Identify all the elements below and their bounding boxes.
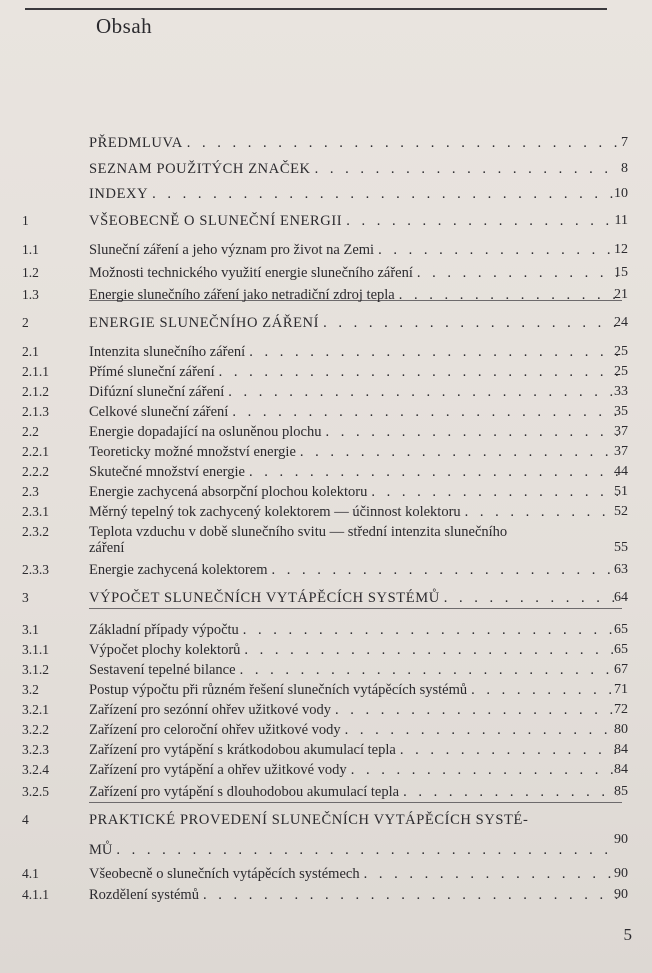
dot-leader	[471, 680, 618, 700]
entry-title: Rozdělení systémů	[89, 887, 199, 903]
section-number: 2.1.3	[22, 404, 49, 419]
toc-entry[interactable]	[0, 782, 652, 802]
dot-leader	[203, 885, 618, 905]
section-number: 4.1.1	[22, 887, 49, 902]
toc-entry-continuation	[0, 832, 652, 860]
toc-entry[interactable]	[0, 382, 652, 402]
toc-entry[interactable]	[0, 560, 652, 580]
entry-page: 84	[614, 742, 628, 757]
dot-leader	[465, 502, 618, 522]
dot-leader	[228, 382, 618, 402]
toc-entry[interactable]	[0, 462, 652, 482]
section-number: 3.1	[22, 622, 39, 637]
dot-leader	[243, 620, 618, 640]
entry-title: ENERGIE SLUNEČNÍHO ZÁŘENÍ	[89, 315, 320, 331]
entry-title: Postup výpočtu při různém řešení slunečních vytápěcích systémů	[89, 682, 468, 698]
entry-title: Teoreticky možné množství energie	[89, 444, 296, 460]
section-number: 1.2	[22, 265, 39, 280]
toc-entry[interactable]	[0, 700, 652, 720]
section-number: 2.1	[22, 344, 39, 359]
entry-title: Energie dopadající na osluněnou plochu	[89, 424, 322, 440]
toc-entry[interactable]	[0, 240, 652, 260]
dot-leader	[364, 864, 618, 884]
entry-page: 51	[614, 484, 628, 499]
entry-page: 35	[614, 404, 628, 419]
entry-title: VÝPOČET SLUNEČNÍCH VYTÁPĚCÍCH SYSTÉMŮ	[89, 590, 440, 606]
section-number: 3.2.3	[22, 742, 49, 757]
toc-entry[interactable]	[0, 482, 652, 502]
section-number: 2	[22, 315, 29, 330]
entry-title-continuation: záření	[89, 540, 125, 556]
dot-leader	[371, 482, 618, 502]
entry-title: Všeobecně o slunečních vytápěcích systémech	[89, 866, 360, 882]
section-number: 1.1	[22, 242, 39, 257]
dot-leader	[345, 720, 618, 740]
toc-entry[interactable]	[0, 133, 652, 153]
entry-title: SEZNAM POUŽITÝCH ZNAČEK	[89, 161, 311, 177]
section-number: 3	[22, 590, 29, 605]
section-number: 2.2.2	[22, 464, 49, 479]
toc-entry[interactable]	[0, 740, 652, 760]
toc-entry[interactable]	[0, 864, 652, 884]
entry-title: Intenzita slunečního záření	[89, 344, 246, 360]
dot-leader	[300, 442, 618, 462]
section-number: 2.1.2	[22, 384, 49, 399]
entry-title: Přímé sluneční záření	[89, 364, 215, 380]
dot-leader	[271, 560, 618, 580]
entry-page: 15	[614, 265, 628, 280]
entry-title: Zařízení pro sezónní ohřev užitkové vody	[89, 702, 331, 718]
entry-title: INDEXY	[89, 186, 149, 202]
entry-title: Sluneční záření a jeho význam pro život na Zemi	[89, 242, 375, 258]
entry-title: Difúzní sluneční záření	[89, 384, 225, 400]
entry-page: 90	[614, 887, 628, 902]
section-number: 3.2.1	[22, 702, 49, 717]
entry-page: 24	[614, 315, 628, 330]
entry-page: 11	[614, 213, 628, 228]
toc-entry[interactable]	[0, 810, 652, 830]
toc-entry[interactable]	[0, 362, 652, 382]
dot-leader	[417, 263, 618, 283]
entry-page: 25	[614, 344, 628, 359]
entry-page: 55	[614, 540, 628, 555]
entry-page: 85	[614, 784, 628, 799]
dot-leader	[444, 588, 618, 608]
dot-leader	[323, 313, 618, 333]
entry-title: Výpočet plochy kolektorů	[89, 642, 241, 658]
dot-leader	[351, 760, 618, 780]
section-number: 3.2.5	[22, 784, 49, 799]
entry-title: Základní případy výpočtu	[89, 622, 239, 638]
top-rule	[25, 8, 607, 10]
entry-page: 90	[614, 866, 628, 881]
entry-page: 33	[614, 384, 628, 399]
dot-leader	[232, 402, 618, 422]
entry-title: PŘEDMLUVA	[89, 135, 183, 151]
section-number: 2.1.1	[22, 364, 49, 379]
section-number: 1.3	[22, 287, 39, 302]
entry-page: 84	[614, 762, 628, 777]
dot-leader	[400, 740, 618, 760]
toc-entry[interactable]	[0, 159, 652, 179]
entry-title: Celkové sluneční záření	[89, 404, 229, 420]
entry-page: 67	[614, 662, 628, 677]
entry-page: 21	[614, 287, 628, 302]
entry-title: Zařízení pro vytápění s krátkodobou akumulací tepla	[89, 742, 396, 758]
toc-entry[interactable]	[0, 720, 652, 740]
section-number: 2.3.2	[22, 524, 49, 539]
section-rule	[89, 802, 622, 803]
section-number: 3.1.1	[22, 642, 49, 657]
toc-entry[interactable]	[0, 422, 652, 442]
dot-leader	[249, 342, 618, 362]
toc-entry[interactable]	[0, 502, 652, 522]
toc-entry[interactable]	[0, 680, 652, 700]
entry-page: 37	[614, 444, 628, 459]
page-number: 5	[623, 925, 632, 944]
dot-leader	[325, 422, 618, 442]
entry-page: 90	[614, 832, 628, 847]
dot-leader	[346, 211, 618, 231]
page-title: Obsah	[96, 14, 153, 38]
section-number: 3.2.4	[22, 762, 49, 777]
dot-leader	[116, 840, 618, 860]
toc-entry[interactable]	[0, 620, 652, 640]
dot-leader	[403, 782, 618, 802]
toc-entry[interactable]	[0, 263, 652, 283]
entry-title: Možnosti technického využití energie slunečního záření	[89, 265, 413, 281]
dot-leader	[219, 362, 618, 382]
entry-page: 71	[614, 682, 628, 697]
toc-entry[interactable]	[0, 285, 652, 305]
entry-page: 72	[614, 702, 628, 717]
toc-entry[interactable]	[0, 342, 652, 362]
toc-entry[interactable]	[0, 184, 652, 204]
dot-leader	[249, 462, 618, 482]
dot-leader	[244, 640, 618, 660]
entry-page: 65	[614, 642, 628, 657]
entry-page: 8	[621, 161, 628, 176]
entry-page: 64	[614, 590, 628, 605]
entry-title: Energie zachycená kolektorem	[89, 562, 268, 578]
section-number: 4.1	[22, 866, 39, 881]
entry-title: Zařízení pro vytápění s dlouhodobou akumulací tepla	[89, 784, 400, 800]
entry-page: 63	[614, 562, 628, 577]
entry-page: 25	[614, 364, 628, 379]
entry-title: VŠEOBECNĚ O SLUNEČNÍ ENERGII	[89, 213, 343, 229]
dot-leader	[399, 285, 618, 305]
entry-page: 10	[614, 186, 628, 201]
section-number: 1	[22, 213, 29, 228]
dot-leader	[152, 184, 618, 204]
section-number: 3.1.2	[22, 662, 49, 677]
section-number: 2.3	[22, 484, 39, 499]
section-number: 3.2.2	[22, 722, 49, 737]
entry-page: 7	[621, 135, 628, 150]
dot-leader	[335, 700, 618, 720]
toc-entry[interactable]	[0, 313, 652, 333]
entry-title: Zařízení pro celoroční ohřev užitkové vody	[89, 722, 341, 738]
toc-entry[interactable]	[0, 760, 652, 780]
entry-title-continuation: MŮ	[89, 842, 113, 858]
dot-leader	[315, 159, 618, 179]
entry-title: Energie slunečního záření jako netradiční zdroj tepla	[89, 287, 395, 303]
toc-entry[interactable]	[0, 640, 652, 660]
entry-page: 80	[614, 722, 628, 737]
entry-page: 52	[614, 504, 628, 519]
section-number: 2.2	[22, 424, 39, 439]
entry-page: 37	[614, 424, 628, 439]
entry-title: Skutečné množství energie	[89, 464, 245, 480]
entry-title: Měrný tepelný tok zachycený kolektorem — účinnost kolektoru	[89, 504, 461, 520]
entry-title: PRAKTICKÉ PROVEDENÍ SLUNEČNÍCH VYTÁPĚCÍCH SYSTÉ-	[89, 812, 529, 828]
section-number: 2.2.1	[22, 444, 49, 459]
entry-title: Teplota vzduchu v době slunečního svitu — střední intenzita slunečního	[89, 524, 508, 540]
toc-entry[interactable]	[0, 211, 652, 231]
toc-entry[interactable]	[0, 885, 652, 905]
section-number: 2.3.3	[22, 562, 49, 577]
dot-leader	[187, 133, 618, 153]
toc-entry[interactable]	[0, 660, 652, 680]
section-number: 3.2	[22, 682, 39, 697]
entry-title: Sestavení tepelné bilance	[89, 662, 236, 678]
section-number: 4	[22, 812, 29, 827]
toc-entry-continuation	[0, 538, 652, 558]
toc-entry[interactable]	[0, 588, 652, 608]
dot-leader	[378, 240, 618, 260]
dot-leader	[240, 660, 618, 680]
toc-entry[interactable]	[0, 442, 652, 462]
toc-entry[interactable]	[0, 402, 652, 422]
entry-page: 44	[614, 464, 628, 479]
entry-page: 65	[614, 622, 628, 637]
entry-title: Energie zachycená absorpční plochou kolektoru	[89, 484, 368, 500]
section-rule	[89, 608, 622, 609]
entry-page: 12	[614, 242, 628, 257]
entry-title: Zařízení pro vytápění a ohřev užitkové vody	[89, 762, 347, 778]
section-number: 2.3.1	[22, 504, 49, 519]
